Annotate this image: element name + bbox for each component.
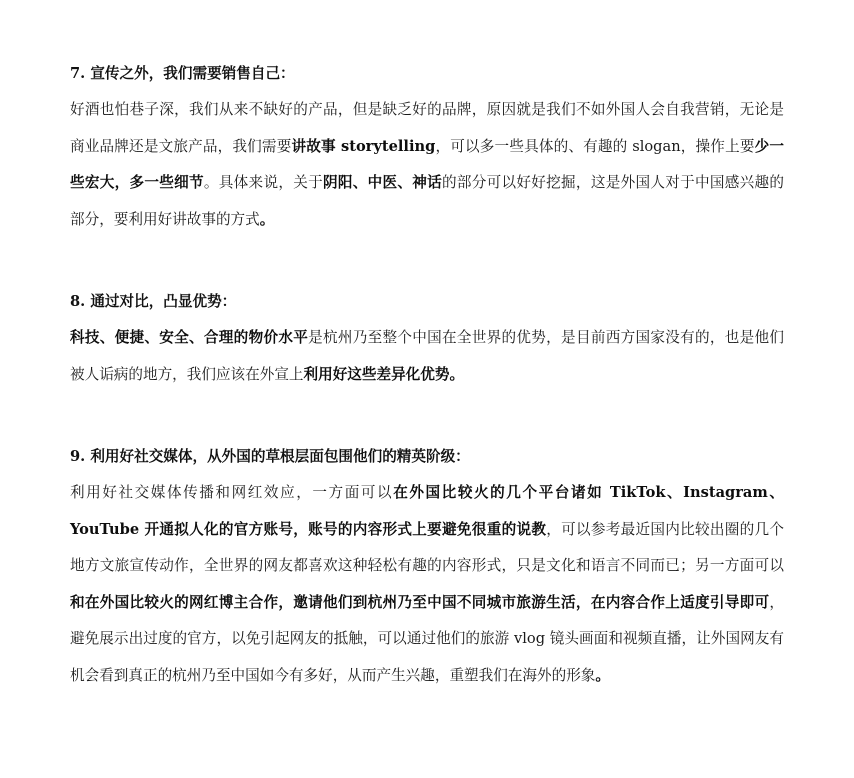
section-7 xyxy=(70,56,784,238)
section-heading: 9. 利用好社交媒体，从外国的草根层面包围他们的精英阶级： xyxy=(70,448,470,465)
bold-text-run: 。 xyxy=(595,666,610,684)
bold-text-run: 讲故事 storytelling xyxy=(291,137,436,155)
text-run: 好酒也怕巷子深，我们从来不缺好的产品，但是缺乏好的品牌，原因就是我们不如外国人会自我营销，无论是商业品牌还是文旅产品，我们需要 xyxy=(70,101,784,155)
bold-text-run: 阴阳、中医、神话 xyxy=(322,174,443,191)
section-paragraph xyxy=(70,320,784,393)
section-paragraph xyxy=(70,92,784,238)
text-run: 利用好社交媒体传播和网红效应，一方面可以 xyxy=(70,484,394,501)
bold-text-run: 。 xyxy=(449,365,465,383)
bold-text-run: 。 xyxy=(259,210,275,228)
bold-text-run: 科技、便捷、安全、合理的物价水平 xyxy=(70,329,309,346)
text-run: 是杭州乃至整个中国在全世界的优势，是目前西方国家没有的，也是他们被人诟病的地方，我们应该在外宣上 xyxy=(70,329,784,383)
section-gap xyxy=(70,238,784,284)
section-heading: 8. 通过对比，凸显优势： xyxy=(70,293,237,310)
text-run: ，可以多一些具体的、有趣的 slogan，操作上要 xyxy=(435,137,755,155)
section-gap xyxy=(70,393,784,439)
bold-text-run: 少一些宏大，多一些细节 xyxy=(70,137,784,191)
text-run: 的部分可以好好挖掘，这是外国人对于中国感兴趣的部分，要利用好讲故事的方式 xyxy=(70,174,784,228)
text-run: ，可以参考最近国内比较出圈的几个地方文旅宣传动作，全世界的网友都喜欢这种轻松有趣的内容形式，只是文化和语言不同而已；另一方面可以 xyxy=(70,520,784,574)
section-9 xyxy=(70,439,784,694)
bold-text-run: 利用好这些差异化优势 xyxy=(303,365,450,383)
bold-text-run: 和在外国比较火的网红博主合作，邀请他们到杭州乃至中国不同城市旅游生活，在内容合作上适度引导即可 xyxy=(70,593,770,611)
bold-text-run: 在外国比较火的几个平台诸如 TikTok、Instagram、YouTube 开通拟人化的官方账号，账号的内容形式上要避免很重的说教 xyxy=(70,484,784,538)
text-run: 。具体来说，关于 xyxy=(203,174,323,191)
text-run: ，避免展示出过度的官方，以免引起网友的抵触，可以通过他们的旅游 vlog 镜头画面和视频直播，让外国网友有机会看到真正的杭州乃至中国如今有多好，从而产生兴趣，重塑我们在海外的形象 xyxy=(70,593,784,684)
section-paragraph xyxy=(70,475,784,694)
section-8 xyxy=(70,284,784,393)
section-heading: 7. 宣传之外，我们需要销售自己： xyxy=(70,65,295,82)
